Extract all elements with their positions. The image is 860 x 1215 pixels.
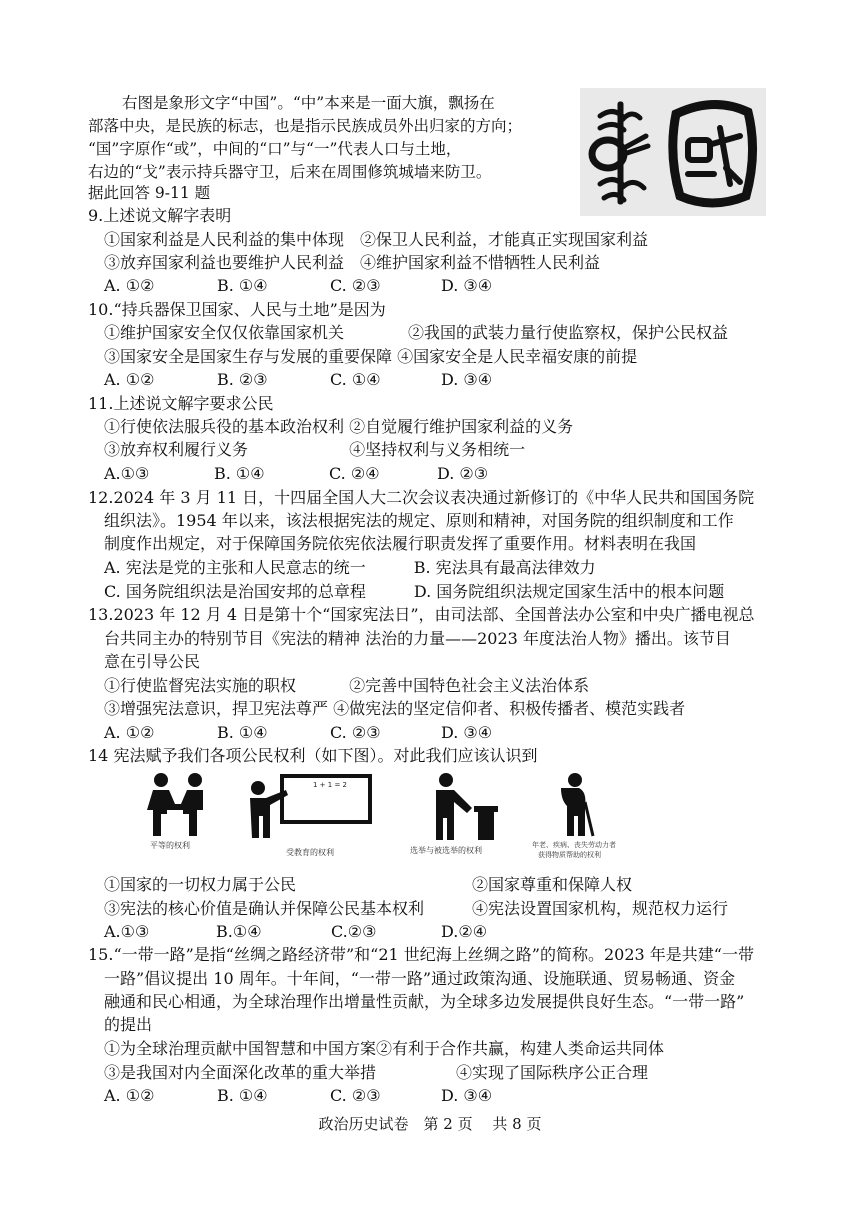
option-c[interactable]: C.②③ [331,922,377,941]
education-rights-pictogram [244,774,374,844]
option-d[interactable]: D.②④ [441,922,488,941]
figure-caption: 获得物质帮助的权利 [538,851,601,859]
option-b[interactable]: B. ①④ [217,1086,268,1105]
question-12-option-line[interactable]: C. 国务院组织法是治国安邦的总章程 D. 国务院组织法规定国家生活中的根本问题 [104,582,725,601]
seal-script-image [580,88,766,216]
question-15-options [104,1084,492,1108]
option-b[interactable]: B.①④ [216,922,262,941]
question-15-stem: 一路”倡议提出 10 周年。十年间，“一带一路”通过政策沟通、设施联通、贸易畅通、资金 [104,969,736,988]
question-10-item: ①维护国家安全仅仅依靠国家机关 ②我国的武装力量行使监察权，保护公民权益 [104,323,729,342]
question-11-options [104,462,488,486]
option-b[interactable]: B. ①④ [214,464,265,483]
option-b[interactable]: B. ①④ [217,723,268,742]
question-9-item: ③放弃国家利益也要维护人民利益 ④维护国家利益不惜牺牲人民利益 [104,253,601,272]
option-b[interactable]: B. ②③ [217,370,268,389]
question-12-option-line[interactable]: A. 宪法是党的主张和人民意志的统一 B. 宪法具有最高法律效力 [104,558,596,577]
question-15-stem: 融通和民心相通，为全球治理作出增量性贡献，为全球多边发展提供良好生态。“一带一路” [104,992,745,1011]
option-a[interactable]: A. ①② [104,1086,155,1105]
question-13-stem: 台共同主办的特别节目《宪法的精神 法治的力量——2023 年度法治人物》播出。该节目 [104,629,731,648]
option-c[interactable]: C. ②④ [329,464,380,483]
question-10-stem: 10.“持兵器保卫国家、人民与土地”是因为 [88,300,386,319]
option-a[interactable]: A.①③ [104,922,150,941]
question-11-stem: 11.上述说文解字要求公民 [88,394,274,413]
option-d[interactable]: D. ③④ [441,1086,493,1105]
figure-caption: 年老、疾病、丧失劳动力者 [532,841,616,849]
question-10-item: ③国家安全是国家生存与发展的重要保障 ④国家安全是人民幸福安康的前提 [104,347,638,366]
option-c[interactable]: C. ②③ [330,276,381,295]
page-footer: 政治历史试卷 第 2 页 共 8 页 [318,1115,542,1133]
question-9-item: ①国家利益是人民利益的集中体现 ②保卫人民利益，才能真正实现国家利益 [104,230,649,249]
question-14-item: ①国家的一切权力属于公民 ②国家尊重和保障人权 [104,875,633,894]
question-13-stem: 意在引导公民 [104,652,201,671]
question-15-stem: 15.“一带一路”是指“丝绸之路经济带”和“21 世纪海上丝绸之路”的简称。2023 年是共建“一带 [88,945,754,964]
material-assistance-pictogram [553,772,599,838]
option-c[interactable]: C. ①④ [330,370,381,389]
option-a[interactable]: A.①③ [104,464,150,483]
option-c[interactable]: C. ②③ [330,1086,381,1105]
equal-rights-pictogram [143,772,213,850]
question-12-stem: 制度作出规定，对于保障国务院依宪依法履行职责发挥了重要作用。材料表明在我国 [104,534,697,553]
option-b[interactable]: B. ①④ [217,276,268,295]
question-9-stem: 9.上述说文解字表明 [88,206,232,225]
figure-caption: 受教育的权利 [286,848,334,857]
option-c[interactable]: C. ②③ [330,723,381,742]
question-9-options [104,274,492,298]
question-13-item: ①行使监督宪法实施的职权 ②完善中国特色社会主义法治体系 [104,676,590,695]
election-rights-pictogram [422,772,502,842]
question-11-item: ①行使依法服兵役的基本政治权利 ②自觉履行维护国家利益的义务 [104,417,574,436]
option-a[interactable]: A. ①② [104,370,155,389]
intro-line: 部落中央，是民族的标志，也是指示民族成员外出归家的方向； [88,117,523,135]
board-text: 1 + 1 = 2 [313,781,347,789]
intro-line: 右图是象形文字“中国”。“中”本来是一面大旗，飘扬在 [122,94,495,112]
question-13-item: ③增强宪法意识，捍卫宪法尊严 ④做宪法的坚定信仰者、积极传播者、模范实践者 [104,699,686,718]
option-a[interactable]: A. ①② [104,723,155,742]
question-14-stem: 14 宪法赋予我们各项公民权利（如下图）。对此我们应该认识到 [88,746,538,765]
question-13-stem: 13.2023 年 12 月 4 日是第十个“国家宪法日”，由司法部、全国普法办公室和中央广播电视总 [88,605,755,624]
intro-line: 右边的“戈”表示持兵器守卫，后来在周围修筑城墙来防卫。 [88,163,492,181]
option-d[interactable]: D. ③④ [441,276,493,295]
question-12-stem: 组织法》。1954 年以来，该法根据宪法的规定、原则和精神，对国务院的组织制度和工作 [104,511,734,530]
option-a[interactable]: A. ①② [104,276,155,295]
question-11-item: ③放弃权利履行义务 ④坚持权利与义务相统一 [104,440,526,459]
option-d[interactable]: D. ②③ [437,464,489,483]
intro-line: 据此回答 9-11 题 [88,184,211,202]
question-12-stem: 12.2024 年 3 月 11 日，十四届全国人大二次会议表决通过新修订的《中华人民共和国国务院 [88,488,755,507]
question-14-options [104,920,487,944]
intro-line: “国”字原作“或”，中间的“口”与“一”代表人口与土地， [88,140,462,158]
question-15-item: ③是我国对内全面深化改革的重大举措 ④实现了国际秩序公正合理 [104,1063,649,1082]
question-13-options [104,721,492,745]
question-10-options [104,368,492,392]
figure-caption: 选举与被选举的权利 [410,846,482,855]
option-d[interactable]: D. ③④ [441,723,493,742]
figure-caption: 平等的权利 [150,841,190,850]
option-d[interactable]: D. ③④ [441,370,493,389]
question-15-item: ①为全球治理贡献中国智慧和中国方案②有利于合作共赢，构建人类命运共同体 [104,1039,665,1058]
question-14-item: ③宪法的核心价值是确认并保障公民基本权利 ④宪法设置国家机构，规范权力运行 [104,899,729,918]
question-15-stem: 的提出 [104,1015,153,1034]
